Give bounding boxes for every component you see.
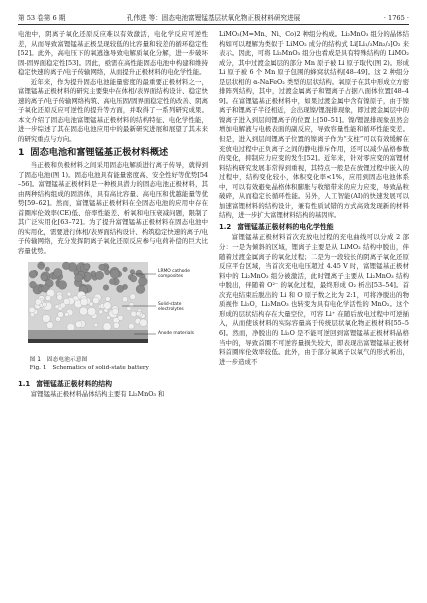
- cathode-particle: [45, 267, 49, 271]
- cathode-particle: [130, 269, 135, 274]
- section-heading: [18, 148, 208, 158]
- electrolyte-particle: [55, 304, 59, 308]
- anode-label: Anode materials: [158, 330, 194, 336]
- paragraph: 电池中，阴离子氧化还原反应难以有效激活，电化学反应可逆性差，从而导致富锂锰基正极呈现较低的比容量和较差的循环稳定性[52]。此外，高电压下的氧逃逸导致电解质氧化分解，进一步破坏固-固界面稳定性[53]。因此，亟需在高性能固态电池中构建和维持稳定快速的离子/电子传输网络，从而提升正极材料的电化学性能。: [18, 30, 208, 77]
- current-collector: [28, 339, 148, 343]
- cathode-label: LRMO cathode composites: [158, 268, 190, 279]
- cathode-particle: [62, 262, 70, 270]
- paragraph: 当正极和负极材料之间采用固态电解质进行离子传导，就得到了固态电池(图 1)。固态电池具有能量密度高、安全性好等优势[54–56]。富锂锰基正极材料是一种极具潜力的固态电池正极材料，其由两种结构组成的固溶体，具有高比容量、高电压和优越能量等优势[59–62]。然而，富锂锰基正极材料在全固态电池的应用中存在首圈库伦效率(CE)低、倍率性能差、析氧和电压衰减问题，限制了其广泛实用化[63–72]。为了提升富锂锰基正极材料在固态电池中的实用化，需要进行体相/表界面结构设计、构筑稳定快速的离子/电子传输网络，充分发挥阴离子氧化还原反应参与电荷补偿的巨大比容量优势。: [18, 161, 208, 256]
- running-title: 孔伟进 等：固态电池富锂锰基层状氧化物正极材料研究进展: [126, 14, 301, 22]
- electrolyte-particle: [140, 318, 148, 326]
- paragraph: LiMO₂(M=Mn、Ni、Co)2 种组分构成。Li₂MnO₃ 组分的晶体结构如可以理解为类似于 LiMO₂ 成分的结构式 Li[Li₁/₃Mn₂/₃]O₂ 来表示。因此，可将 Li₂MnO₃ 组分也看成是具有特殊结构的 LiMO₂ 成分，其中过渡金属层的部分 Mn 原子被 Li 原子取代(图 2)。形成 Li 原子被 6 个 Mn 原子包围的蜂窝状结构[48–49]。这 2 种组分是层状相的 α-NaFeO₂ 类型的层状结构。氧原子在其中形成立方密排阵列结构，其中，过渡金属离子和锂离子占据八面体位置[48–49]。在富锂锰基正极材料中，如果过渡金属中含有镍原子，由于镍离子和锂离子半径相近，会出现镍/锂混排现象，即过渡金属层中的镍离子进入到层间锂离子的位置上[50–51]。镍/锂混排现象虽然会增加电解液与电极表面的副反应，导致容量性能和循环性能变差。但是，进入到层间锂离子位置的镍离子作为“支柱”可以有效缓解在充放电过程中正负离子之间的静电排斥作用，还可以减少晶格参数的变化，抑制应力应变的发生[52]。近年来，针对零应变的富锂材料结构研究发展非常得到重视，其特点一般是在放锂过程中嵌入的过程中，结构变化较小，体积变化率<1%，应用到固态电池体系中，可以有效避免晶格体积膨胀与收缩带来的应力应变，导致晶粒破碎，从而稳定长循环性能。另外，人工智能(AI)的快速发展可以加速富锂材料的结构设计，兼有性质试错的方式高效发现新的材料结构，进一步扩大富锂材料结构的基因库。: [219, 30, 409, 220]
- electrolyte-label: Solid-state electrolytes: [158, 301, 184, 312]
- electrolyte-particle: [65, 312, 69, 316]
- cathode-particle: [75, 273, 83, 281]
- electrolyte-particle: [63, 298, 70, 305]
- electrolyte-particle: [58, 311, 64, 317]
- cathode-particle: [54, 268, 63, 277]
- electrolyte-particle: [46, 321, 53, 328]
- cathode-particle: [95, 271, 103, 279]
- electrolyte-particle: [113, 322, 119, 328]
- paragraph: 富锂锰基正极材料晶体结构主要有 Li₂MnO₃ 和: [30, 390, 165, 399]
- electrolyte-particle: [79, 307, 87, 315]
- running-header: [18, 10, 409, 22]
- cathode-particle: [117, 285, 124, 292]
- section-number: 1: [18, 146, 25, 158]
- electrolyte-particle: [94, 323, 98, 327]
- cathode-particle: [30, 281, 37, 288]
- figure-caption-en: Fig. 1 Schematics of solid-state battery: [29, 364, 149, 371]
- subsection-heading: [18, 380, 208, 390]
- subsection-title: 富锂锰基正极材料的电化学性能: [237, 222, 334, 231]
- journal-volume: 第 53 卷第 6 期: [18, 14, 66, 22]
- anode-layer: [28, 330, 148, 339]
- figure-caption-cn: 图 1 固态电池示意图: [29, 356, 88, 363]
- subsection-heading: [219, 223, 409, 233]
- electrolyte-particle: [99, 309, 103, 313]
- electrolyte-particle: [136, 311, 141, 316]
- figure-solid-state-battery: [18, 260, 208, 378]
- electrolyte-particle: [29, 307, 35, 313]
- cathode-particle: [139, 277, 148, 286]
- electrolyte-particle: [42, 314, 50, 322]
- section-title: 固态电池和富锂锰基正极材料概述: [30, 146, 169, 158]
- electrolyte-particle: [118, 315, 123, 320]
- electrolyte-particle: [92, 297, 99, 304]
- cathode-particle: [130, 275, 137, 282]
- electrolyte-particle: [80, 297, 88, 305]
- electrolyte-particle: [131, 311, 137, 317]
- cathode-particle: [110, 269, 119, 278]
- cathode-particle: [103, 284, 109, 290]
- electrolyte-particle: [75, 320, 82, 327]
- electrolyte-particle: [42, 302, 46, 306]
- cathode-particle: [109, 278, 115, 284]
- electrolyte-particle: [130, 293, 136, 299]
- electrolyte-particle: [106, 315, 110, 319]
- electrolyte-particle: [67, 291, 71, 295]
- subsection-number: 1.2: [219, 222, 232, 231]
- electrolyte-particle: [122, 296, 128, 302]
- electrolyte-particle: [103, 322, 111, 330]
- paragraph: 近年来，作为提升固态电池能量密度的最重要正极材料之一，富锂锰基正极材料的研究主要集中在体相/表界面结构设计、稳定快速的离子/电子传输网络构筑、高电压固/固界面稳定性的改善、阴离子氧化还原反应可逆性的提升等方面，并取得了一系列研究成果。本文介绍了固态电池富锂锰基正极材料的结构特征、电化学性能，进一步综述了其在固态电池应用中的最新研究进展和展望了其未来的研究重点与方向。: [18, 77, 208, 144]
- paragraph: 富锂锰基正极材料首次充放电过程的充电曲线可以分成 2 部分：一是为倾斜的区域，锂离子主要是从 LiMO₂ 结构中脱出，伴随着过渡金属离子的氧化过程；二是为一段较长的阴离子氧化还原反应平台区域，当首次充电电压超过 4.45 V 时，富锂锰基正极材料中的 Li₂MnO₃ 组分被激活，此时锂离子主要从 Li₂MnO₃ 结构中脱出，伴随着 O²⁻ 的氧化过程，最终形成 O₂ 析出[53–54]。首次充电结束后脱出的 Li 和 O 原子数之比为 2:1，可将净脱出的物质视作 Li₂O，Li₂MnO₃ 也转变为具有电化学活性的 MnO₂。这个形成的层状结构存在大量空位，可容 Li⁺ 在随后放电过程中可逆插入，从而使该材料的实际容量高于传统层状氧化物正极材料[55–56]。然而，净脱出的 Li₂O 是不能可逆回到富锂锰基正极材料晶格当中的，导致首圈不可逆容量损失较大，即表现出富锂锰基正极材料首圈库伦效率较低。此外，由于部分氧离子以氧气的形式析出，进一步造成不: [219, 233, 409, 366]
- subsection-title: 富锂锰基正极材料的结构: [36, 379, 113, 388]
- cathode-particle: [29, 270, 36, 277]
- electrolyte-particle: [104, 301, 112, 309]
- cathode-particle: [136, 284, 145, 293]
- electrolyte-particle: [112, 308, 119, 315]
- subsection-number: 1.1: [18, 379, 31, 388]
- cathode-particle: [99, 264, 105, 270]
- electrolyte-particle: [87, 307, 96, 316]
- electrolyte-particle: [128, 323, 134, 329]
- cathode-particle: [41, 274, 48, 281]
- header-rule: [18, 24, 409, 25]
- left-column: [18, 30, 208, 400]
- cathode-particle: [123, 267, 128, 272]
- electrolyte-particle: [105, 296, 110, 301]
- electrolyte-particle: [57, 294, 63, 300]
- cathode-particle: [39, 264, 44, 269]
- electrolyte-particle: [30, 312, 34, 316]
- right-column: [219, 30, 409, 367]
- cathode-particle: [84, 263, 90, 269]
- cathode-particle: [136, 270, 143, 277]
- page-number: · 1765 ·: [383, 14, 409, 22]
- electrolyte-particle: [45, 295, 51, 301]
- cathode-particle: [58, 280, 67, 289]
- electrolyte-particle: [129, 302, 134, 307]
